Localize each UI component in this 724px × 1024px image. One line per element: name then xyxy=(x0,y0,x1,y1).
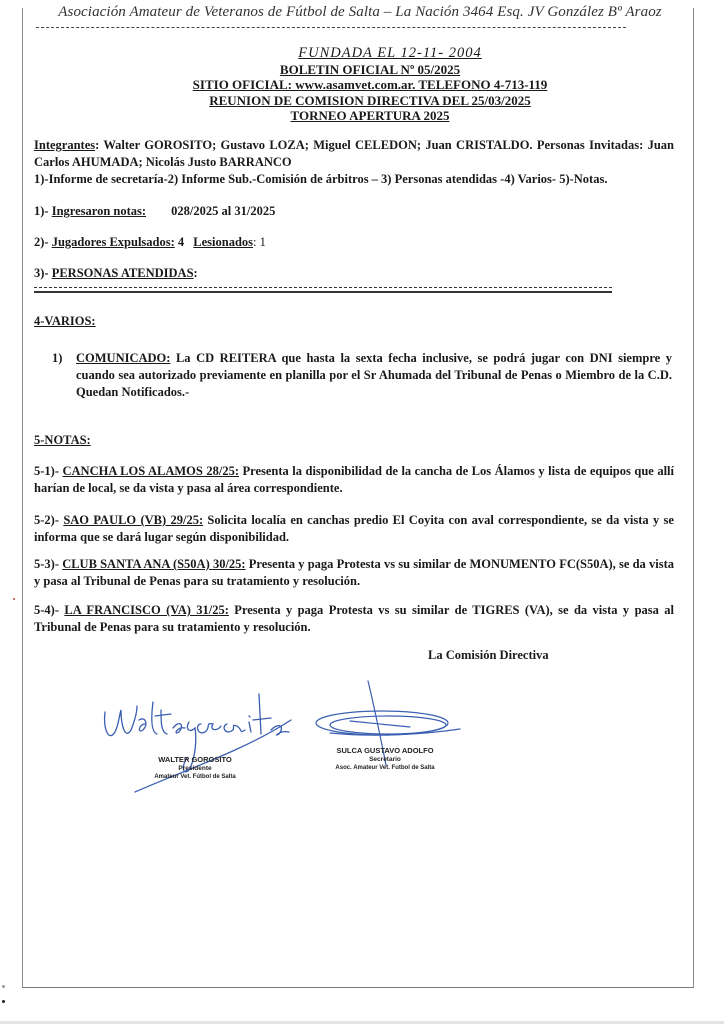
signer-name: WALTER GOROSITO xyxy=(158,755,232,764)
scan-speck xyxy=(13,598,15,600)
varios-item-label: COMUNICADO: xyxy=(76,351,171,365)
signature-secretary xyxy=(310,675,470,785)
handwritten-signature-icon xyxy=(95,680,295,800)
signer-role: Secretario xyxy=(369,755,401,763)
meeting-title: REUNION DE COMISION DIRECTIVA DEL 25/03/2025 xyxy=(209,92,531,108)
section-5-heading: 5-NOTAS: xyxy=(34,433,91,447)
section-3-colon: : xyxy=(193,266,198,280)
letterhead-divider xyxy=(36,27,626,28)
varios-item-text: La CD REITERA que hasta la sexta fecha inclusive, se podrá jugar con DNI siempre y cuando sea autorizado previamente en planilla por el Sr Ahumada del Tribunal de Penas o Miembro de la C.D. Quedan Notificados.- xyxy=(76,351,672,399)
section-4-heading: 4-VARIOS: xyxy=(34,314,96,328)
varios-item-number: 1) xyxy=(52,351,63,365)
section-3-divider xyxy=(34,287,612,293)
section-3 xyxy=(34,265,674,282)
signoff: La Comisión Directiva xyxy=(428,648,549,662)
note-text: Solicita localía en canchas predio El Coyita con aval correspondiente, se da vista y se informa que se dará lugar según disponibilidad. xyxy=(34,513,674,544)
note-item xyxy=(34,463,674,497)
section-2-number: 2)- xyxy=(34,235,52,249)
members-paragraph xyxy=(34,137,674,188)
note-number: 5-1)- xyxy=(34,464,63,478)
note-text: Presenta y paga Protesta vs su similar de TIGRES (VA), se da vista y pasa al Tribunal de Penas para su tratamiento y resolución. xyxy=(34,603,674,634)
section-2 xyxy=(34,234,674,251)
members-list: : Walter GOROSITO; Gustavo LOZA; Miguel CELEDON; Juan CRISTALDO. Personas Invitadas: Juan Carlos AHUMADA; Nicolás Justo BARRANCO xyxy=(34,138,674,169)
note-number: 5-2)- xyxy=(34,513,64,527)
section-1-number: 1)- xyxy=(34,204,52,218)
section-1-label: Ingresaron notas: xyxy=(51,204,147,218)
section-1 xyxy=(34,203,674,220)
varios-item xyxy=(52,350,672,401)
note-text: Presenta la disponibilidad de la cancha de Los Álamos y lista de equipos que allí harían de local, se da vista y pasa al área correspondiente. xyxy=(34,464,674,495)
agenda: 1)-Informe de secretaría-2) Informe Sub.-Comisión de árbitros – 3) Personas atendidas -4) Varios- 5)-Notas. xyxy=(34,172,608,186)
signature-caption xyxy=(320,747,450,773)
letterhead: Asociación Amateur de Veteranos de Fútbol de Salta – La Nación 3464 Esq. JV González Bº Araoz xyxy=(58,4,662,20)
note-label: SAO PAULO (VB) 29/25: xyxy=(63,513,204,527)
expelled-label: Jugadores Expulsados: xyxy=(51,235,175,249)
scan-speck xyxy=(2,985,5,988)
injured-count: : 1 xyxy=(253,235,266,249)
bulletin-header xyxy=(160,46,580,124)
note-item xyxy=(34,602,674,636)
scan-speck xyxy=(2,1000,5,1003)
note-text: Presenta y paga Protesta vs su similar de MONUMENTO FC(S50A), se da vista y pasa al Tribunal de Penas para su tratamiento y resolución. xyxy=(34,557,674,588)
note-number: 5-4)- xyxy=(34,603,65,617)
tournament-title: TORNEO APERTURA 2025 xyxy=(290,108,450,123)
signer-org: Amateur Vet. Fútbol de Salta xyxy=(154,774,236,780)
section-5-title xyxy=(34,432,674,449)
signer-role: Presidente xyxy=(178,764,212,772)
note-item xyxy=(34,556,674,590)
signer-org: Asoc. Amateur Vet. Futbol de Salta xyxy=(335,765,435,771)
members-label: Integrantes xyxy=(34,138,96,152)
official-site: SITIO OFICIAL: www.asamvet.com.ar. TELEFONO 4-713-119 xyxy=(192,77,548,92)
signature-caption xyxy=(125,756,265,782)
founded-date: FUNDADA EL 12-11- 2004 xyxy=(298,45,482,61)
note-label: LA FRANCISCO (VA) 31/25: xyxy=(64,603,229,617)
section-1-value: 028/2025 al 31/2025 xyxy=(171,204,276,218)
section-3-label: PERSONAS ATENDIDAS xyxy=(51,266,194,280)
note-item xyxy=(34,512,674,546)
note-label: CANCHA LOS ALAMOS 28/25: xyxy=(62,464,239,478)
expelled-count: 4 xyxy=(177,235,185,249)
signature-president xyxy=(95,680,295,800)
note-number: 5-3)- xyxy=(34,557,63,571)
note-label: CLUB SANTA ANA (S50A) 30/25: xyxy=(62,557,246,571)
injured-label: Lesionados xyxy=(193,235,254,249)
signer-name: SULCA GUSTAVO ADOLFO xyxy=(336,746,434,755)
section-4-title xyxy=(34,313,674,330)
section-3-number: 3)- xyxy=(34,266,52,280)
bulletin-number: BOLETIN OFICIAL Nº 05/2025 xyxy=(279,61,461,77)
